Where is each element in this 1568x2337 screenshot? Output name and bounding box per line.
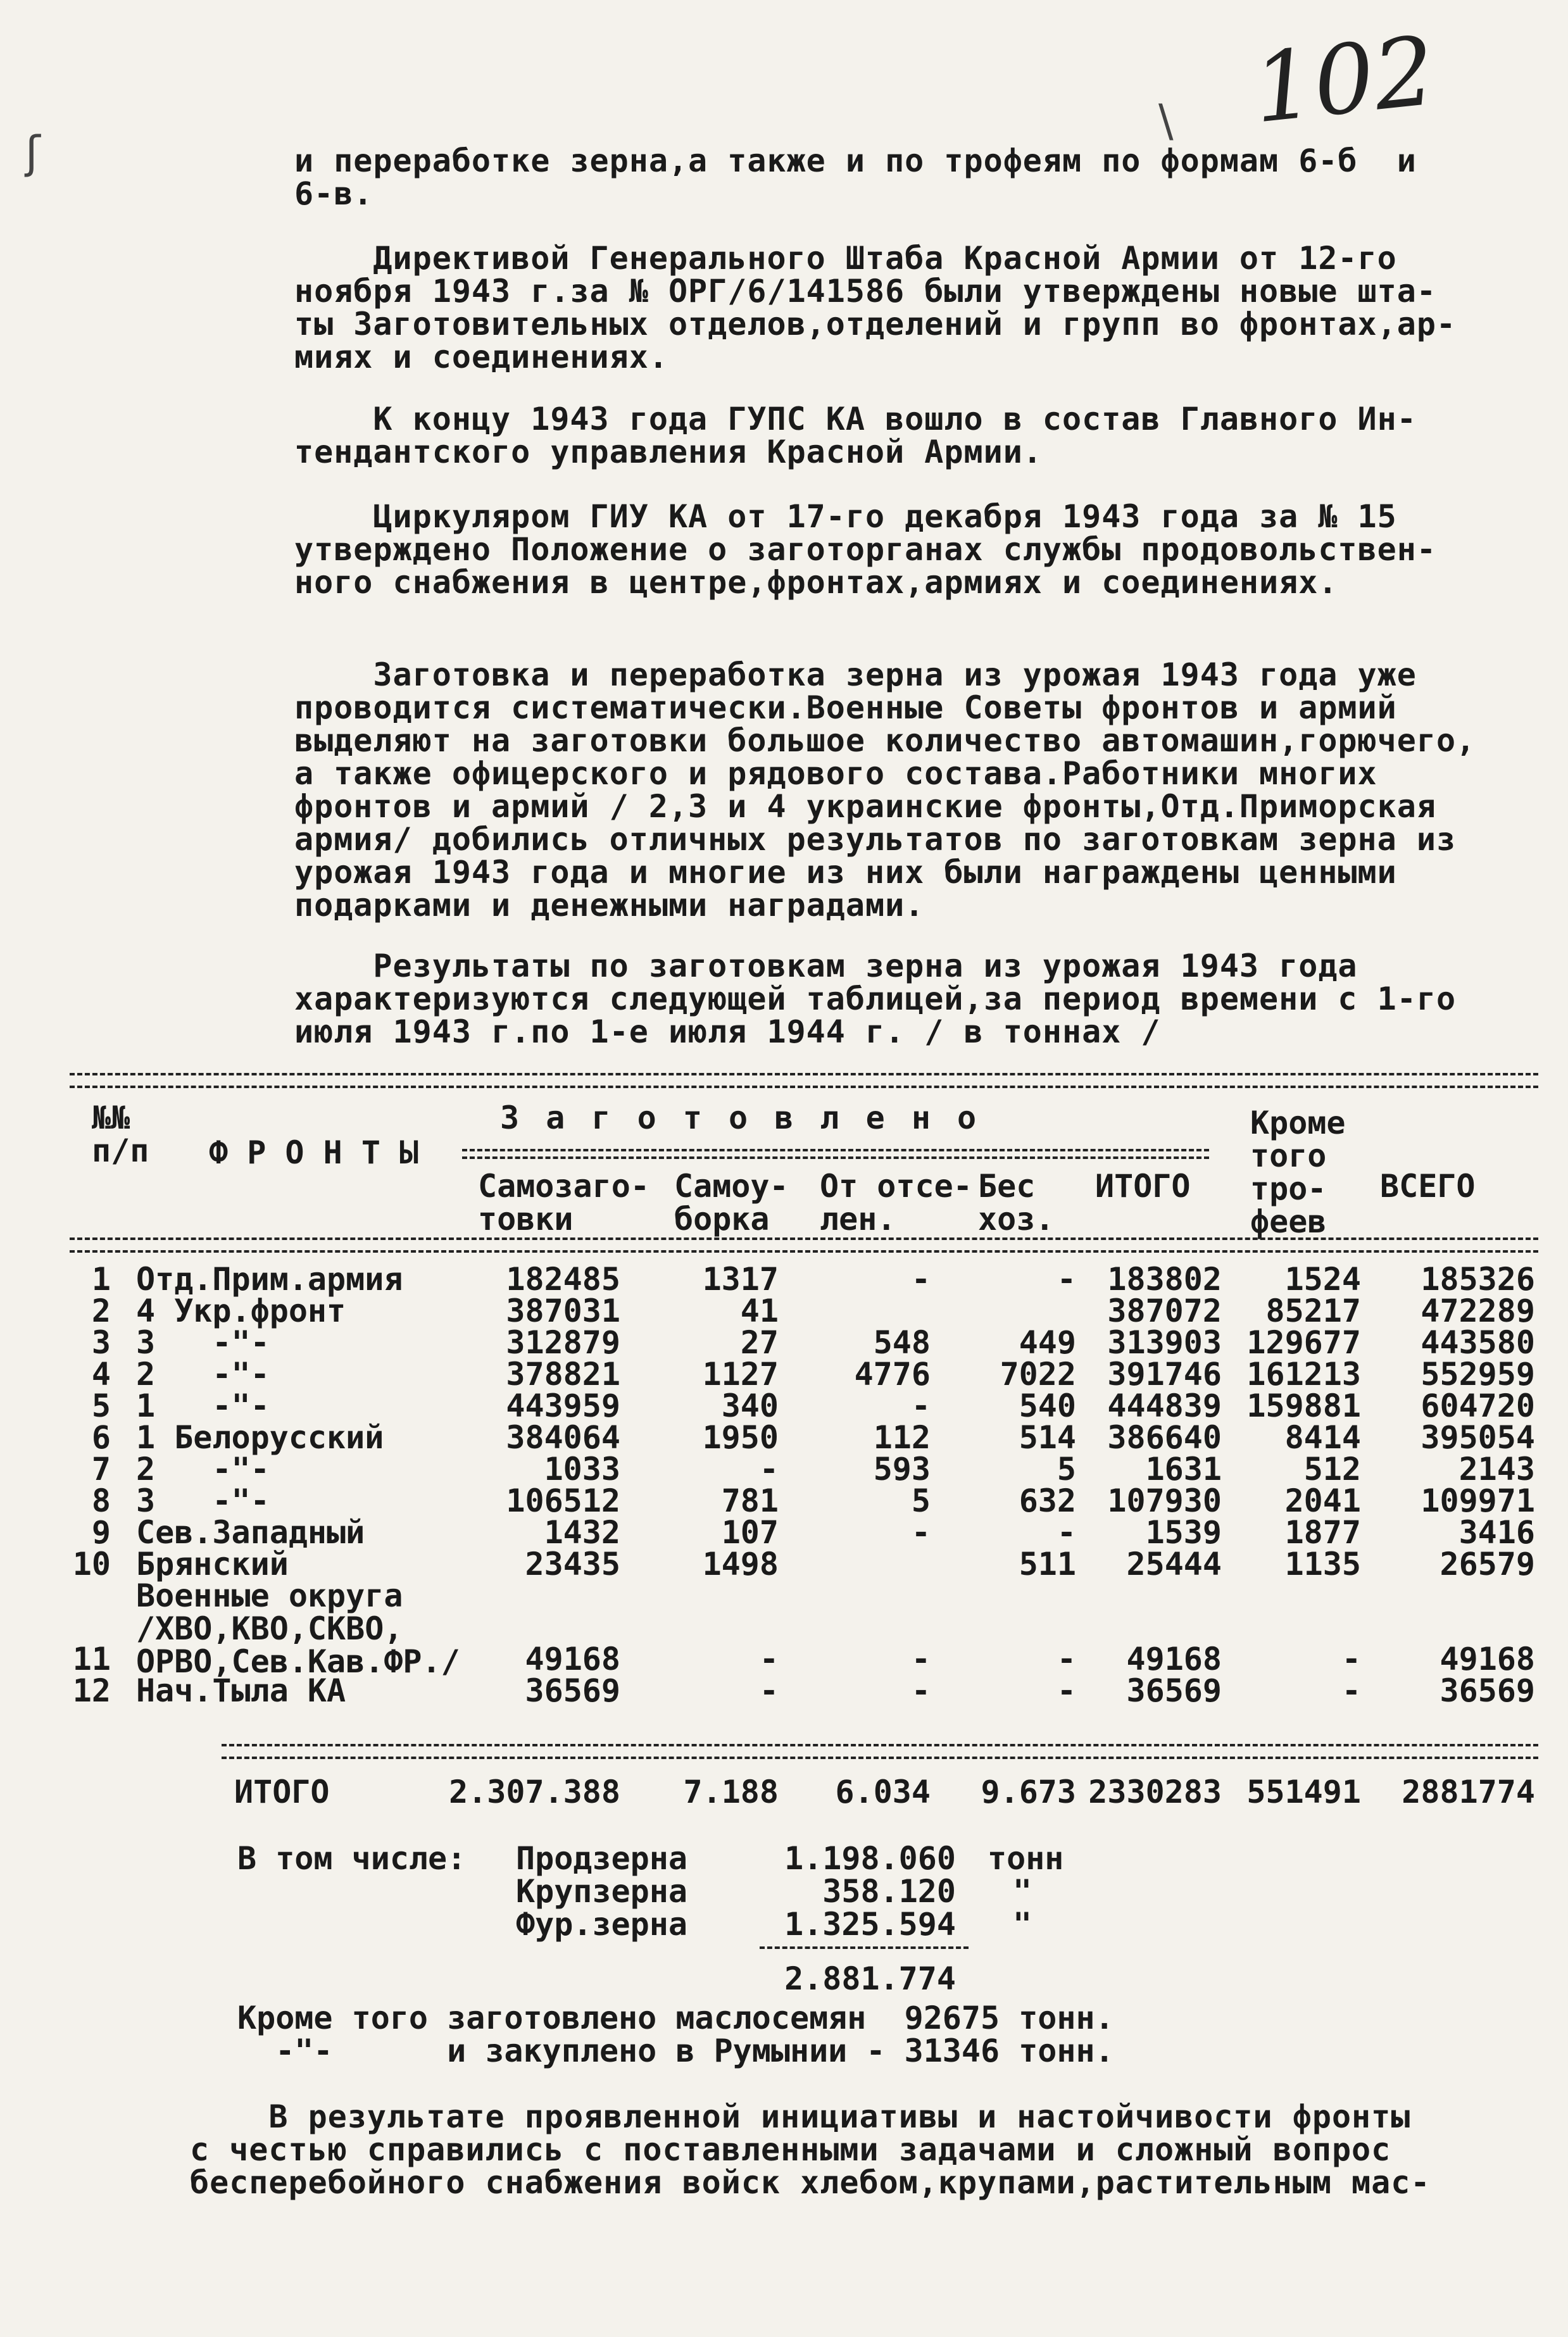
cell-from-evacuated: -	[911, 1514, 931, 1551]
cell-grand-total: 2143	[1458, 1451, 1535, 1488]
header-col-total: ВСЕГО	[1380, 1168, 1476, 1205]
cell-subtotal: 444839	[1107, 1388, 1222, 1424]
cell-number: 11	[72, 1641, 111, 1677]
cell-front: Нач.Тыла КА	[136, 1672, 346, 1709]
cell-self-procurement: 1432	[544, 1514, 620, 1551]
paragraph-gups: К концу 1943 года ГУПС КА вошло в состав Главного Ин- тендантского управления Красной Армии.	[294, 401, 1417, 470]
header-col-self-harvest: Самоу- борка	[674, 1168, 789, 1237]
cell-trophies: -	[1341, 1641, 1361, 1677]
cell-self-harvest: -	[759, 1641, 779, 1677]
totals-ownerless: 9.673	[981, 1774, 1076, 1810]
cell-front: 3 -"-	[136, 1482, 270, 1519]
cell-number: 6	[91, 1419, 111, 1456]
cell-subtotal: 386640	[1107, 1419, 1222, 1456]
page-number-handwritten: 102	[1248, 16, 1440, 145]
cell-trophies: 512	[1303, 1451, 1361, 1488]
cell-self-procurement: 49168	[525, 1641, 620, 1677]
cell-self-harvest: 107	[721, 1514, 779, 1551]
totals-grand-total: 2881774	[1402, 1774, 1535, 1810]
cell-subtotal: 107930	[1107, 1482, 1222, 1519]
cell-number: 10	[72, 1546, 111, 1582]
table-row	[63, 1389, 1551, 1422]
cell-number: 9	[91, 1514, 111, 1551]
cell-front: 1 -"-	[136, 1388, 270, 1424]
breakdown-sum-rule	[760, 1946, 969, 1949]
header-col-self-procurement: Самозаго- товки	[478, 1168, 649, 1237]
cell-grand-total: 552959	[1421, 1356, 1535, 1393]
cell-trophies: 8414	[1284, 1419, 1361, 1456]
table-row	[63, 1516, 1551, 1549]
breakdown-name-fur: Фур.зерна	[516, 1906, 687, 1943]
breakdown-lead: В том числе:	[237, 1840, 467, 1877]
breakdown-unit-krup: "	[1013, 1873, 1032, 1910]
cell-number: 4	[91, 1356, 111, 1393]
header-fronts: Ф Р О Н Т Ы	[209, 1134, 419, 1171]
cell-trophies: 159881	[1246, 1388, 1361, 1424]
extra-romania: -"- и закуплено в Румынии - 31346 тонн.	[237, 2033, 1114, 2069]
cell-self-harvest: 27	[740, 1324, 779, 1361]
header-col-subtotal: ИТОГО	[1095, 1168, 1191, 1205]
cell-subtotal: 313903	[1107, 1324, 1222, 1361]
header-sub-rule	[462, 1149, 1209, 1159]
cell-subtotal: 1631	[1145, 1451, 1222, 1488]
cell-self-procurement: 387031	[506, 1293, 620, 1329]
cell-number: 2	[91, 1293, 111, 1329]
cell-trophies: 2041	[1284, 1482, 1361, 1519]
cell-self-harvest: 1127	[702, 1356, 779, 1393]
cell-from-evacuated: 4776	[854, 1356, 931, 1393]
cell-self-procurement: 182485	[506, 1261, 620, 1298]
cell-self-procurement: 1033	[544, 1451, 620, 1488]
cell-subtotal: 391746	[1107, 1356, 1222, 1393]
table-row	[63, 1453, 1551, 1486]
totals-trophies: 551491	[1246, 1774, 1361, 1810]
cell-from-evacuated: 5	[911, 1482, 931, 1519]
cell-from-evacuated: -	[911, 1672, 931, 1709]
cell-self-procurement: 378821	[506, 1356, 620, 1393]
totals-rule	[222, 1744, 1538, 1759]
cell-from-evacuated: -	[911, 1261, 931, 1298]
header-number: №№ п/п	[92, 1100, 149, 1169]
cell-trophies: 161213	[1246, 1356, 1361, 1393]
cell-self-procurement: 312879	[506, 1324, 620, 1361]
header-procured: З а г о т о в л е н о	[500, 1100, 981, 1136]
cell-trophies: 1135	[1284, 1546, 1361, 1582]
cell-front: Брянский	[136, 1546, 289, 1582]
cell-grand-total: 109971	[1421, 1482, 1535, 1519]
cell-front: 4 Укр.фронт	[136, 1293, 346, 1329]
cell-front: 1 Белорусский	[136, 1419, 384, 1456]
paragraph-intro-continuation: и переработке зерна,а также и по трофеям по формам 6-б и 6-в.	[294, 142, 1417, 212]
table-row	[63, 1294, 1551, 1327]
breakdown-value-krup: 358.120	[822, 1873, 956, 1910]
cell-grand-total: 472289	[1421, 1293, 1535, 1329]
cell-grand-total: 36569	[1439, 1672, 1535, 1709]
cell-ownerless: 7022	[1000, 1356, 1076, 1393]
cell-from-evacuated: 593	[873, 1451, 931, 1488]
cell-self-procurement: 36569	[525, 1672, 620, 1709]
extra-oilseeds: Кроме того заготовлено маслосемян 92675 тонн.	[237, 2000, 1114, 2036]
breakdown-unit-prod: тонн	[988, 1840, 1064, 1877]
paragraph-results: Результаты по заготовкам зерна из урожая 1943 года характеризуются следующей таблицей,за период времени с 1-го июля 1943 г.по 1-е июля 1944 г. / в тоннах /	[294, 948, 1457, 1050]
breakdown-value-prod: 1.198.060	[784, 1840, 956, 1877]
cell-subtotal: 1539	[1145, 1514, 1222, 1551]
cell-trophies: 129677	[1246, 1324, 1361, 1361]
totals-row	[63, 1776, 1551, 1808]
cell-number: 1	[91, 1261, 111, 1298]
cell-number: 5	[91, 1388, 111, 1424]
cell-ownerless: 540	[1019, 1388, 1076, 1424]
table-top-rule	[70, 1073, 1538, 1088]
cell-ownerless: 449	[1019, 1324, 1076, 1361]
cell-front: Военные округа /ХВО,КВО,СКВО, ОРВО,Сев.Кав.ФР./	[136, 1577, 460, 1680]
cell-self-harvest: 781	[721, 1482, 779, 1519]
header-bottom-rule	[70, 1237, 1538, 1253]
cell-self-harvest: 1317	[702, 1261, 779, 1298]
cell-trophies: -	[1341, 1672, 1361, 1709]
cell-front: 3 -"-	[136, 1324, 270, 1361]
table-row	[63, 1326, 1551, 1359]
cell-grand-total: 26579	[1439, 1546, 1535, 1582]
table-row	[63, 1358, 1551, 1391]
cell-self-procurement: 106512	[506, 1482, 620, 1519]
cell-ownerless: 632	[1019, 1482, 1076, 1519]
cell-self-harvest: 41	[740, 1293, 779, 1329]
cell-trophies: 85217	[1265, 1293, 1361, 1329]
cell-subtotal: 49168	[1126, 1641, 1222, 1677]
breakdown-unit-fur: "	[1013, 1906, 1032, 1943]
breakdown-total: 2.881.774	[784, 1960, 956, 1997]
cell-ownerless: 511	[1019, 1546, 1076, 1582]
cell-front: Сев.Западный	[136, 1514, 365, 1551]
cell-trophies: 1524	[1284, 1261, 1361, 1298]
table-row	[63, 1263, 1551, 1296]
cell-grand-total: 49168	[1439, 1641, 1535, 1677]
breakdown-name-prod: Продзерна	[516, 1840, 687, 1877]
cell-subtotal: 36569	[1126, 1672, 1222, 1709]
header-col-from-evacuated: От отсе- лен.	[820, 1168, 972, 1237]
cell-trophies: 1877	[1284, 1514, 1361, 1551]
paragraph-harvest: Заготовка и переработка зерна из урожая 1943 года уже проводится систематически.Военные Советы фронтов и армий выделяют на заготовки большое количество автомашин,горючего, а также офицерского и рядового состава.Работники многих фронтов и армий / 2,3 и 4 украинские фронты,Отд.Приморская армия/ добились отличных результатов по заготовкам зерна из урожая 1943 года и многие из них были награждены ценными подарками и денежными наградами.	[294, 656, 1476, 924]
cell-grand-total: 3416	[1458, 1514, 1535, 1551]
breakdown-name-krup: Крупзерна	[516, 1873, 687, 1910]
cell-number: 12	[72, 1672, 111, 1709]
cell-from-evacuated: 112	[873, 1419, 931, 1456]
cell-self-harvest: 340	[721, 1388, 779, 1424]
cell-from-evacuated: -	[911, 1641, 931, 1677]
cell-number: 8	[91, 1482, 111, 1519]
cell-from-evacuated: 548	[873, 1324, 931, 1361]
totals-subtotal: 2330283	[1088, 1774, 1222, 1810]
cell-number: 7	[91, 1451, 111, 1488]
cell-self-procurement: 23435	[525, 1546, 620, 1582]
cell-grand-total: 443580	[1421, 1324, 1535, 1361]
cell-grand-total: 185326	[1421, 1261, 1535, 1298]
cell-grand-total: 395054	[1421, 1419, 1535, 1456]
cell-subtotal: 25444	[1126, 1546, 1222, 1582]
cell-front: Отд.Прим.армия	[136, 1261, 403, 1298]
table-row	[63, 1421, 1551, 1454]
cell-ownerless: -	[1057, 1514, 1076, 1551]
cell-front: 2 -"-	[136, 1451, 270, 1488]
paragraph-closing: В результате проявленной инициативы и настойчивости фронты с честью справились с поставленными задачами и сложный вопрос бесперебойного снабжения войск хлебом,крупами,растительным мас-	[190, 2098, 1431, 2201]
table-row	[63, 1484, 1551, 1517]
totals-label: ИТОГО	[234, 1774, 330, 1810]
cell-self-procurement: 384064	[506, 1419, 620, 1456]
cell-self-harvest: -	[759, 1672, 779, 1709]
cell-grand-total: 604720	[1421, 1388, 1535, 1424]
margin-mark: ʃ	[25, 127, 41, 179]
totals-from-evacuated: 6.034	[835, 1774, 931, 1810]
totals-self-procurement: 2.307.388	[449, 1774, 620, 1810]
cell-from-evacuated: -	[911, 1388, 931, 1424]
paragraph-circular: Циркуляром ГИУ КА от 17-го декабря 1943 года за № 15 утверждено Положение о заготорганах службы продовольствен- ного снабжения в центре,фронтах,армиях и соединениях.	[294, 498, 1436, 601]
cell-subtotal: 183802	[1107, 1261, 1222, 1298]
cell-ownerless: -	[1057, 1641, 1076, 1677]
cell-self-harvest: 1950	[702, 1419, 779, 1456]
cell-front: 2 -"-	[136, 1356, 270, 1393]
totals-self-harvest: 7.188	[683, 1774, 779, 1810]
cell-subtotal: 387072	[1107, 1293, 1222, 1329]
check-mark: \	[1158, 95, 1174, 147]
header-col-ownerless: Бес хоз.	[978, 1168, 1055, 1237]
cell-ownerless: 5	[1057, 1451, 1076, 1488]
cell-number: 3	[91, 1324, 111, 1361]
cell-ownerless: 514	[1019, 1419, 1076, 1456]
cell-ownerless: -	[1057, 1261, 1076, 1298]
breakdown-value-fur: 1.325.594	[784, 1906, 956, 1943]
header-col-trophies: Кроме того тро- феев	[1250, 1105, 1346, 1240]
paragraph-directive: Директивой Генерального Штаба Красной Армии от 12-го ноября 1943 г.за № ОРГ/6/141586 были утверждены новые шта- ты Заготовительных отделов,отделений и групп во фронтах,ар- миях и соединениях.	[294, 240, 1457, 375]
cell-self-procurement: 443959	[506, 1388, 620, 1424]
cell-ownerless: -	[1057, 1672, 1076, 1709]
cell-self-harvest: -	[759, 1451, 779, 1488]
table-row	[63, 1674, 1551, 1707]
table-row	[63, 1548, 1551, 1581]
cell-self-harvest: 1498	[702, 1546, 779, 1582]
table-row	[63, 1643, 1551, 1676]
